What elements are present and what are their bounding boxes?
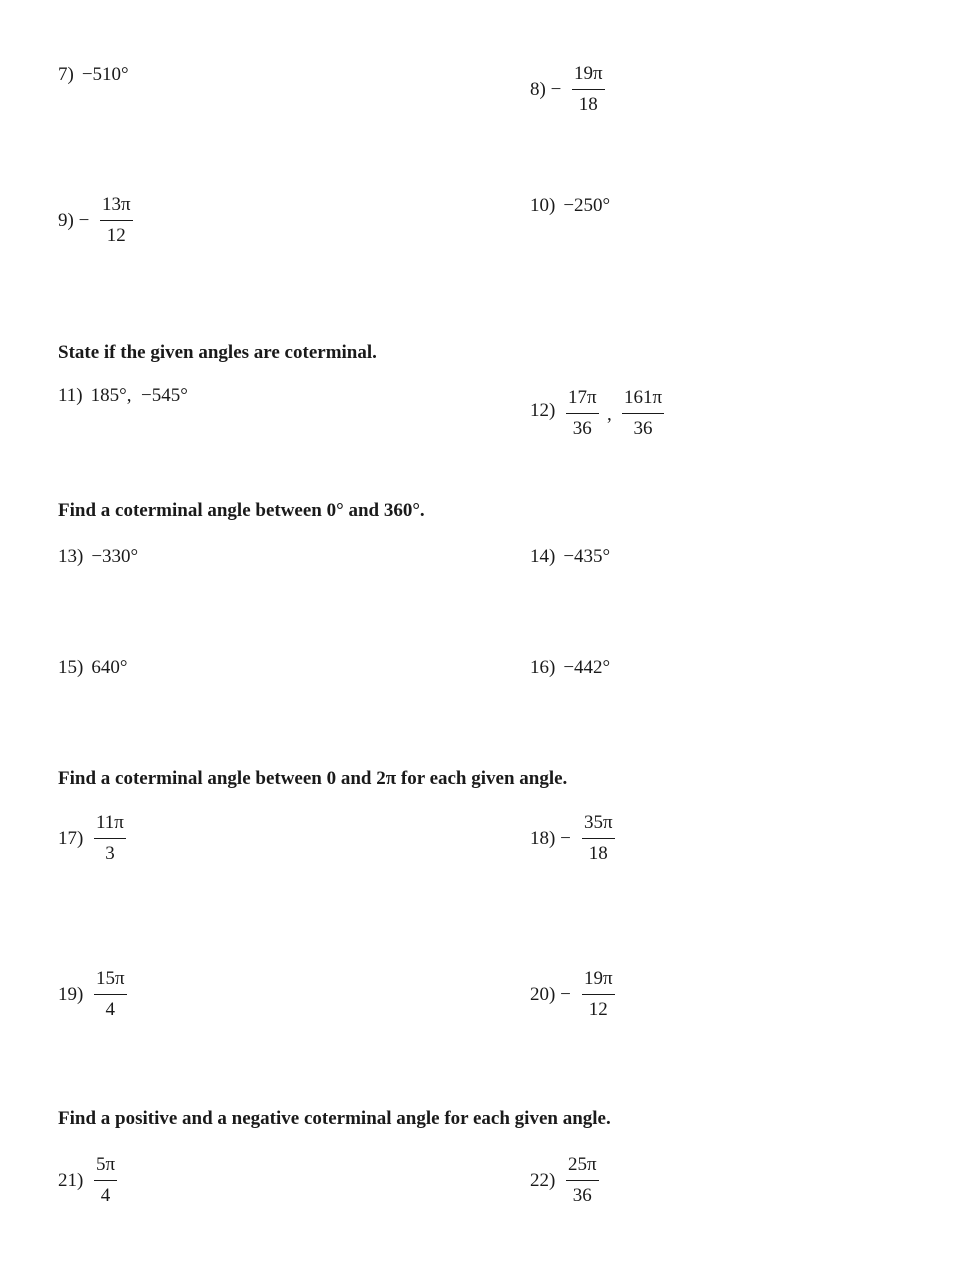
minus-sign: − — [560, 828, 571, 849]
angle-value: −330° — [91, 546, 139, 567]
problem-7 — [58, 64, 129, 86]
minus-sign: − — [78, 210, 90, 231]
section-heading: Find a coterminal angle between 0° and 360°. — [58, 500, 425, 521]
denominator: 36 — [572, 418, 592, 439]
section-heading: Find a positive and a negative coterminal angle for each given angle. — [58, 1108, 611, 1129]
problem-number: 21) — [58, 1170, 84, 1191]
numerator: 11π — [94, 812, 126, 839]
problem-number: 12) — [530, 400, 556, 421]
problem-number: 17) — [58, 828, 84, 849]
problem-number: 14) — [530, 546, 556, 567]
problem-19-label — [58, 984, 83, 1006]
angle-value: −250° — [563, 195, 611, 216]
denominator: 4 — [105, 999, 116, 1020]
problem-number: 13) — [58, 546, 84, 567]
problem-9-label — [58, 210, 89, 232]
separator-comma: , — [607, 404, 612, 425]
numerator: 15π — [94, 968, 127, 995]
angle-value: −442° — [563, 657, 611, 678]
problem-number: 22) — [530, 1170, 556, 1191]
problem-22-label — [530, 1170, 555, 1192]
numerator: 25π — [566, 1154, 599, 1181]
denominator: 3 — [105, 843, 115, 864]
problem-number: 11) — [58, 385, 83, 406]
angle-value: −435° — [563, 546, 611, 567]
problem-11 — [58, 385, 188, 407]
problem-19-fraction — [94, 968, 127, 1021]
numerator: 19π — [572, 63, 605, 90]
problem-18-fraction — [582, 812, 615, 865]
problem-14 — [530, 546, 610, 568]
problem-17-fraction — [94, 812, 126, 865]
problem-21-fraction — [94, 1154, 117, 1207]
problem-8-fraction — [572, 63, 605, 116]
problem-15 — [58, 657, 127, 679]
numerator: 17π — [566, 387, 599, 414]
problem-number: 9) — [58, 210, 74, 231]
denominator: 12 — [588, 999, 608, 1020]
angle-pair: 185°, −545° — [90, 385, 188, 406]
problem-12-label — [530, 400, 555, 422]
denominator: 4 — [100, 1185, 111, 1206]
problem-21-label — [58, 1170, 83, 1192]
numerator: 35π — [582, 812, 615, 839]
problem-9-fraction — [100, 194, 133, 247]
problem-8-label — [530, 79, 561, 101]
problem-22-fraction — [566, 1154, 599, 1207]
numerator: 161π — [622, 387, 664, 414]
problem-13 — [58, 546, 138, 568]
denominator: 36 — [633, 418, 653, 439]
denominator: 18 — [588, 843, 608, 864]
section-heading: Find a coterminal angle between 0 and 2π for each given angle. — [58, 768, 568, 789]
section-heading: State if the given angles are coterminal. — [58, 342, 377, 363]
problem-number: 8) — [530, 79, 546, 100]
angle-value: −510° — [81, 64, 129, 85]
problem-number: 16) — [530, 657, 556, 678]
problem-18-label — [530, 828, 571, 850]
problem-20-label — [530, 984, 571, 1006]
problem-number: 7) — [58, 64, 74, 85]
minus-sign: − — [550, 79, 562, 100]
denominator: 18 — [578, 94, 598, 115]
numerator: 19π — [582, 968, 615, 995]
problem-number: 20) — [530, 984, 556, 1005]
problem-12-fraction-1 — [566, 387, 599, 440]
problem-number: 15) — [58, 657, 84, 678]
numerator: 5π — [94, 1154, 117, 1181]
problem-number: 19) — [58, 984, 84, 1005]
angle-value: 640° — [91, 657, 128, 678]
numerator: 13π — [100, 194, 133, 221]
problem-16 — [530, 657, 610, 679]
problem-20-fraction — [582, 968, 615, 1021]
problem-12-fraction-2 — [622, 387, 664, 440]
minus-sign: − — [560, 984, 571, 1005]
problem-number: 18) — [530, 828, 556, 849]
problem-number: 10) — [530, 195, 556, 216]
denominator: 12 — [106, 225, 126, 246]
problem-10 — [530, 195, 610, 217]
problem-17-label — [58, 828, 83, 850]
denominator: 36 — [572, 1185, 592, 1206]
